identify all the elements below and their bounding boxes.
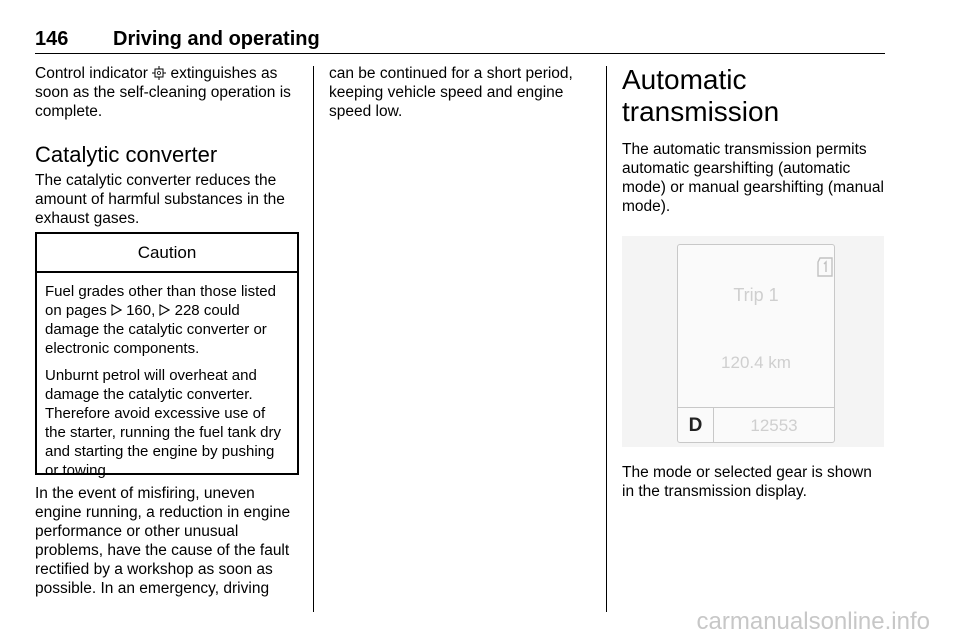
watermark: carmanualsonline.info	[696, 608, 930, 635]
display-panel	[677, 244, 835, 443]
page-header	[35, 27, 885, 54]
heading-catalytic-converter: Catalytic converter	[35, 142, 218, 167]
page-reference-icon	[111, 304, 122, 316]
display-distance: 120.4 km	[721, 353, 791, 372]
intro-paragraph: Control indicator extinguishes as soon as the self-cleaning operation is complete.	[35, 65, 291, 120]
display-gear-indicator: D	[678, 408, 714, 443]
caution-box	[35, 232, 299, 479]
caution-title: Caution	[37, 234, 297, 273]
caution-paragraph-1: Fuel grades other than those listed on pages 160, 228 could damage the catalytic converter or electronic components.	[45, 283, 276, 357]
continuation-paragraph: can be continued for a short period, keeping vehicle speed and engine speed low.	[329, 65, 573, 120]
misfiring-paragraph: In the event of misfiring, uneven engine running, a reduction in engine performance or other unusual problems, have the cause of the fault rectified by a workshop as soon as possible. In an emergency, driving	[35, 485, 291, 597]
section-title: Driving and operating	[113, 28, 320, 50]
page-number: 146	[35, 28, 69, 50]
display-odometer: 12553	[750, 416, 798, 435]
trip-page-icon	[816, 256, 834, 278]
display-status-bar	[678, 407, 834, 443]
column-divider	[313, 66, 314, 612]
display-caption-container	[622, 463, 884, 501]
column-middle	[329, 64, 594, 121]
catalytic-paragraph: The catalytic converter reduces the amount of harmful substances in the exhaust gases.	[35, 172, 285, 227]
transmission-display-figure	[622, 236, 884, 447]
display-trip-label: Trip 1	[733, 285, 779, 305]
particle-filter-icon	[152, 66, 166, 80]
column-divider	[606, 66, 607, 612]
column-left	[35, 64, 300, 228]
heading-automatic-transmission: Automatic transmission	[622, 64, 780, 127]
page-reference-icon	[159, 304, 170, 316]
misfiring-paragraph-container	[35, 484, 300, 598]
automatic-transmission-paragraph: The automatic transmission permits automatic gearshifting (automatic mode) or manual gearshifting (manual mode).	[622, 141, 884, 215]
display-caption-paragraph: The mode or selected gear is shown in the transmission display.	[622, 464, 872, 500]
caution-paragraph-2: Unburnt petrol will overheat and damage the catalytic converter. Therefore avoid excessive use of the starter, running the fuel tank dry and starting the engine by pushing or towing.	[45, 367, 281, 479]
